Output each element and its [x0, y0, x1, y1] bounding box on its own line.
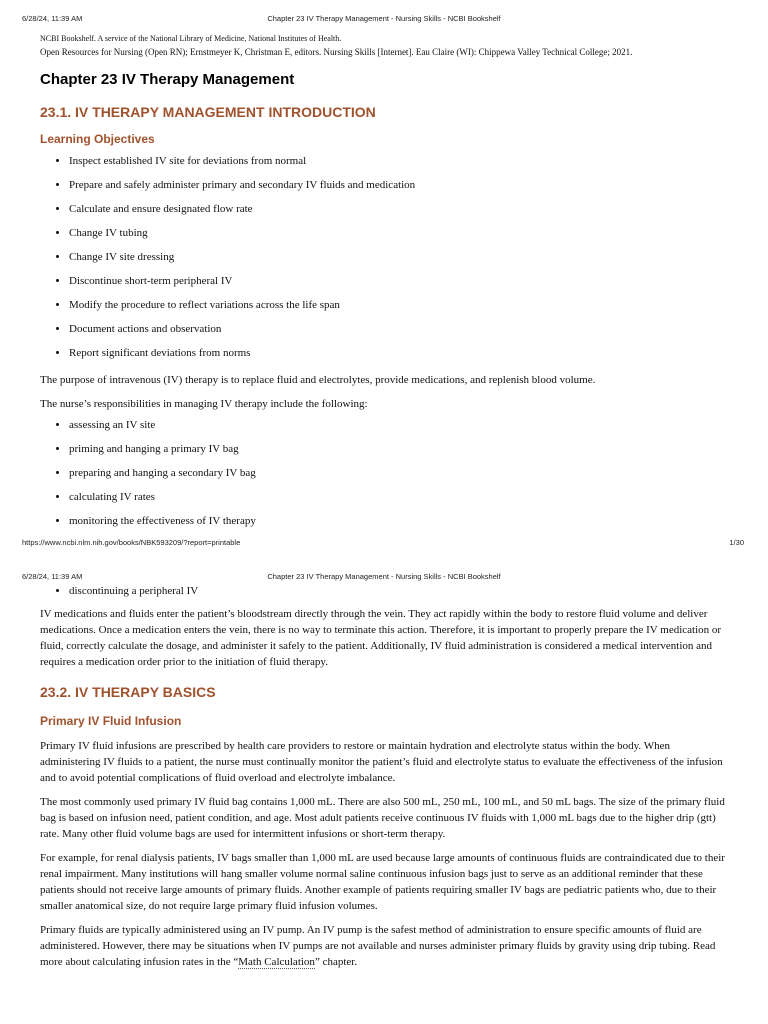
- page-number: 1/30: [729, 538, 744, 547]
- list-item: • Change IV tubing: [69, 226, 728, 250]
- print-title: Chapter 23 IV Therapy Management - Nursing Skills - NCBI Bookshelf: [267, 572, 501, 581]
- page-url: https://www.ncbi.nlm.nih.gov/books/NBK593209/?report=printable: [22, 538, 241, 547]
- list-item: • discontinuing a peripheral IV: [69, 584, 728, 604]
- list-item: • Prepare and safely administer primary and secondary IV fluids and medication: [69, 178, 728, 202]
- iv-pump-text-end: ” chapter.: [314, 956, 358, 968]
- learning-objectives-list: [40, 154, 728, 370]
- responsibilities-list-continued: [40, 584, 728, 604]
- print-footer: [0, 538, 768, 552]
- learning-objectives-heading: Learning Objectives: [40, 132, 155, 146]
- example-paragraph: For example, for renal dialysis patients, IV bags smaller than 1,000 mL are used because large amounts of continuous fluids are contraindicated due to their renal impairment. Many institutions will hang smaller volume normal saline continuous infusion bags just to serve as an additional reminder that these patients should not receive large amounts of primary fluids. Another example of patients requiring smaller IV bags are pediatric patients who, due to their smaller anatomical size, do not require large primary fluid infusion volumes.: [40, 852, 725, 912]
- math-calculation-link[interactable]: Math Calculation: [238, 956, 315, 968]
- chapter-title: Chapter 23 IV Therapy Management: [40, 71, 295, 88]
- primary-infusion-heading: Primary IV Fluid Infusion: [40, 714, 182, 728]
- list-item: • preparing and hanging a secondary IV bag: [69, 466, 728, 490]
- list-item: • Document actions and observation: [69, 322, 728, 346]
- iv-pump-paragraph: [40, 922, 728, 970]
- print-header: [0, 572, 768, 586]
- list-item: • Report significant deviations from norms: [69, 346, 728, 370]
- printed-page-2: [0, 572, 768, 970]
- purpose-paragraph: The purpose of intravenous (IV) therapy is to replace fluid and electrolytes, provide medications, and replenish blood volume.: [40, 374, 596, 386]
- list-item: • Modify the procedure to reflect variations across the life span: [69, 298, 728, 322]
- print-header: [0, 0, 768, 34]
- ncbi-bookshelf-line: NCBI Bookshelf. A service of the National Library of Medicine, National Institutes of Health.: [40, 34, 342, 43]
- list-item: • Calculate and ensure designated flow rate: [69, 202, 728, 226]
- section-title-23-2: 23.2. IV THERAPY BASICS: [40, 684, 216, 700]
- fluid-bag-paragraph: The most commonly used primary IV fluid bag contains 1,000 mL. There are also 500 mL, 250 mL, 100 mL, and 50 mL bags. The size of the primary fluid bag is based on infusion need, patient condition, and age. Most adult patients receive continuous IV fluids with 1,000 mL bags due to the higher drip (gtt) rate. Many other fluid volume bags are used for intermittent infusions or short-term therapy.: [40, 796, 725, 840]
- list-item: • calculating IV rates: [69, 490, 728, 514]
- list-item: • Inspect established IV site for deviations from normal: [69, 154, 728, 178]
- section-title-23-1: 23.1. IV THERAPY MANAGEMENT INTRODUCTION: [40, 104, 376, 120]
- iv-medications-paragraph: IV medications and fluids enter the patient’s bloodstream directly through the vein. They act rapidly within the body to restore fluid volume and deliver medications. Once a medication enters the vein, there is no way to terminate this action. Therefore, it is important to properly prepare the IV medication or fluid, correctly calculate the dosage, and administer it safely to the patient. Additionally, IV fluid administration is considered a medical intervention and requires a medication order prior to the initiation of fluid therapy.: [40, 608, 722, 668]
- print-date: 6/28/24, 11:39 AM: [22, 14, 83, 23]
- list-item: • priming and hanging a primary IV bag: [69, 442, 728, 466]
- print-title: Chapter 23 IV Therapy Management - Nursing Skills - NCBI Bookshelf: [267, 14, 501, 23]
- citation: Open Resources for Nursing (Open RN); Ernstmeyer K, Christman E, editors. Nursing Skills [Internet]. Eau Claire (WI): Chippewa Valley Technical College; 2021.: [40, 47, 633, 57]
- print-date: 6/28/24, 11:39 AM: [22, 572, 83, 581]
- responsibilities-list: [40, 418, 728, 538]
- list-item: • Change IV site dressing: [69, 250, 728, 274]
- primary-infusion-paragraph: Primary IV fluid infusions are prescribed by health care providers to restore or maintain hydration and electrolyte status within the body. When administering IV fluids to a patient, the nurse must continually monitor the patient’s fluid and electrolyte status to evaluate the effectiveness of the infusion and to avoid potential complications of fluid overload and electrolyte imbalance.: [40, 740, 723, 784]
- list-item: • assessing an IV site: [69, 418, 728, 442]
- list-item: • monitoring the effectiveness of IV therapy: [69, 514, 728, 538]
- list-item: • Discontinue short-term peripheral IV: [69, 274, 728, 298]
- iv-pump-text-start: Primary fluids are typically administered using an IV pump. An IV pump is the safest method of administration to ensure specific amounts of fluid are administered. However, there may be situations when IV pumps are not available and nurses administer primary fluids by gravity using drip tubing. Read more about calculating infusion rates in the “: [40, 924, 716, 968]
- responsibilities-intro: The nurse’s responsibilities in managing IV therapy include the following:: [40, 398, 368, 410]
